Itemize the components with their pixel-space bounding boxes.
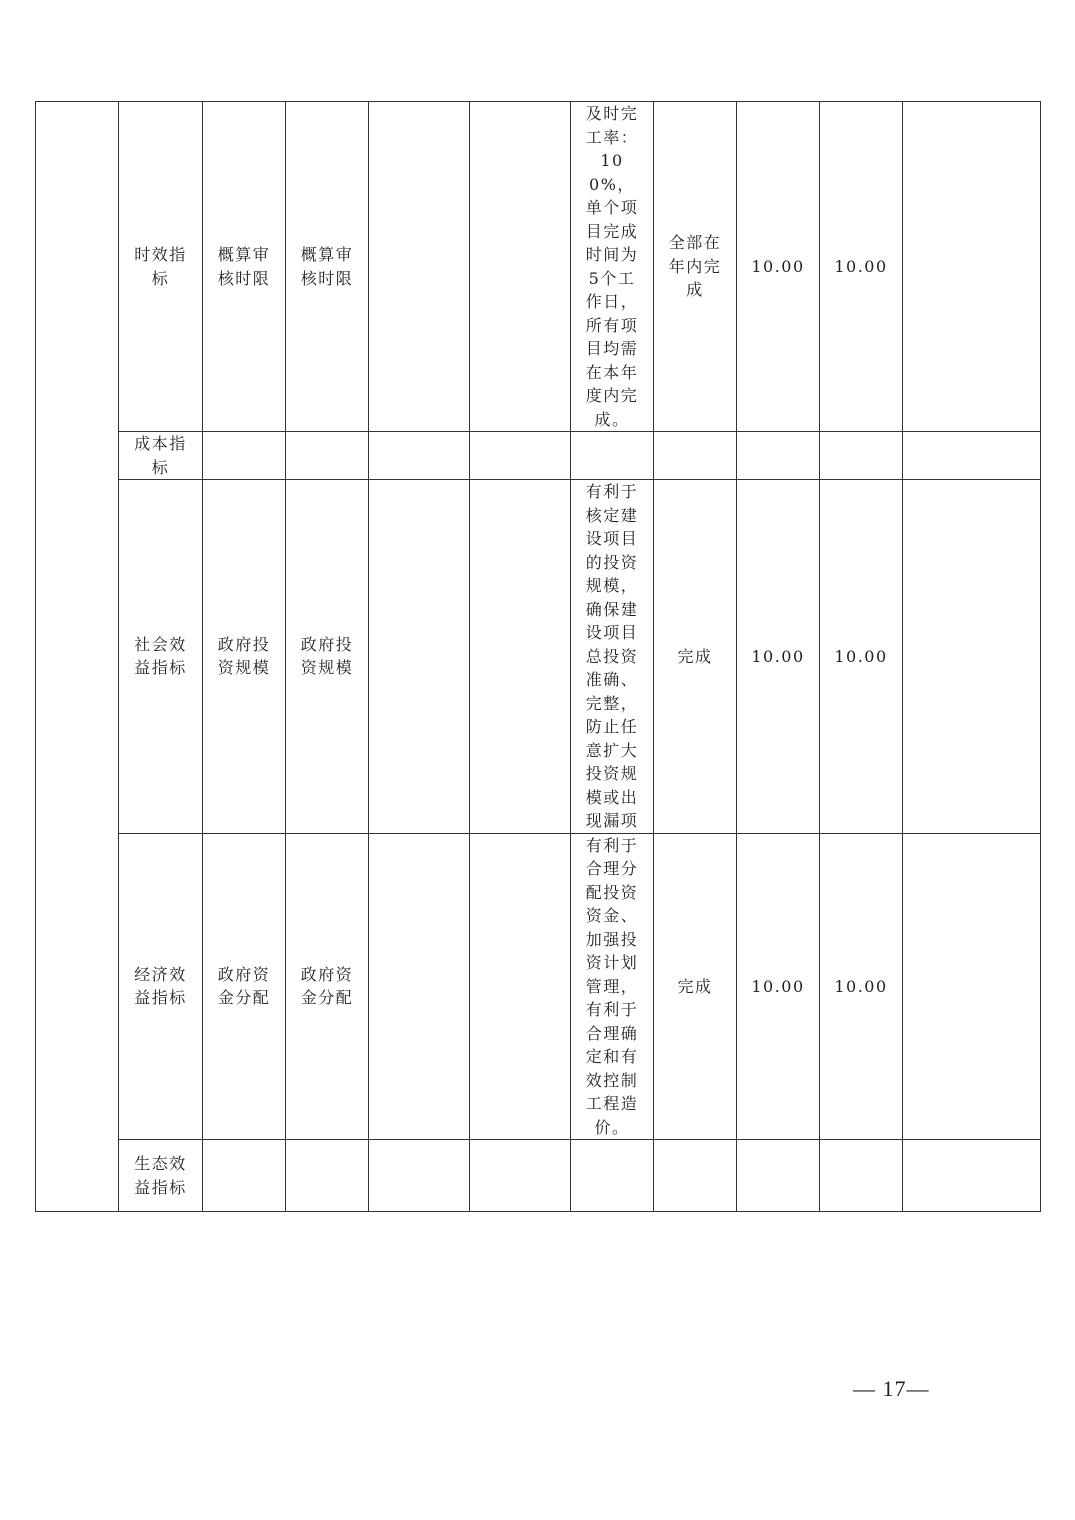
weight-cell bbox=[737, 432, 820, 480]
indicator-cell: 政府投资规模 bbox=[203, 480, 286, 834]
score-cell bbox=[820, 1140, 903, 1212]
content-cell: 概算审核时限 bbox=[286, 102, 369, 432]
blank-cell bbox=[369, 833, 470, 1140]
category-cell: 成本指标 bbox=[119, 432, 203, 480]
blank-cell bbox=[369, 102, 470, 432]
weight-cell: 10.00 bbox=[737, 833, 820, 1140]
blank-cell bbox=[470, 432, 571, 480]
actual-cell: 全部在年内完成 bbox=[654, 102, 737, 432]
actual-cell bbox=[654, 1140, 737, 1212]
target-cell: 有利于合理分配投资资金、加强投资计划管理，有利于合理确定和有效控制工程造价。 bbox=[571, 833, 654, 1140]
table-row bbox=[36, 432, 1041, 480]
target-cell: 有利于核定建设项目的投资规模，确保建设项目总投资准确、完整，防止任意扩大投资规模或出现漏项 bbox=[571, 480, 654, 834]
performance-indicator-table bbox=[35, 101, 1041, 1212]
weight-cell: 10.00 bbox=[737, 480, 820, 834]
weight-cell: 10.00 bbox=[737, 102, 820, 432]
remark-cell bbox=[903, 833, 1041, 1140]
content-cell bbox=[286, 1140, 369, 1212]
table-row bbox=[36, 1140, 1041, 1212]
actual-cell: 完成 bbox=[654, 833, 737, 1140]
target-cell bbox=[571, 432, 654, 480]
weight-cell bbox=[737, 1140, 820, 1212]
table-row bbox=[36, 480, 1041, 834]
blank-cell bbox=[369, 1140, 470, 1212]
indicator-cell: 政府资金分配 bbox=[203, 833, 286, 1140]
category-cell: 社会效益指标 bbox=[119, 480, 203, 834]
blank-cell bbox=[470, 1140, 571, 1212]
category-cell: 经济效益指标 bbox=[119, 833, 203, 1140]
score-cell: 10.00 bbox=[820, 480, 903, 834]
target-cell: 及时完工率：100%，单个项目完成时间为5个工作日，所有项目均需在本年度内完成。 bbox=[571, 102, 654, 432]
blank-cell bbox=[470, 833, 571, 1140]
content-cell: 政府资金分配 bbox=[286, 833, 369, 1140]
blank-cell bbox=[470, 102, 571, 432]
indicator-cell bbox=[203, 432, 286, 480]
actual-cell: 完成 bbox=[654, 480, 737, 834]
remark-cell bbox=[903, 432, 1041, 480]
actual-cell bbox=[654, 432, 737, 480]
content-cell: 政府投资规模 bbox=[286, 480, 369, 834]
category-cell: 生态效益指标 bbox=[119, 1140, 203, 1212]
blank-cell bbox=[470, 480, 571, 834]
indicator-cell: 概算审核时限 bbox=[203, 102, 286, 432]
target-cell bbox=[571, 1140, 654, 1212]
score-cell: 10.00 bbox=[820, 102, 903, 432]
indicator-cell bbox=[203, 1140, 286, 1212]
table-row bbox=[36, 102, 1041, 432]
outer-category-cell bbox=[36, 102, 119, 1212]
content-cell bbox=[286, 432, 369, 480]
remark-cell bbox=[903, 1140, 1041, 1212]
remark-cell bbox=[903, 480, 1041, 834]
remark-cell bbox=[903, 102, 1041, 432]
table-row bbox=[36, 833, 1041, 1140]
category-cell: 时效指标 bbox=[119, 102, 203, 432]
score-cell: 10.00 bbox=[820, 833, 903, 1140]
blank-cell bbox=[369, 432, 470, 480]
score-cell bbox=[820, 432, 903, 480]
page-number: — 17— bbox=[853, 1376, 930, 1401]
blank-cell bbox=[369, 480, 470, 834]
